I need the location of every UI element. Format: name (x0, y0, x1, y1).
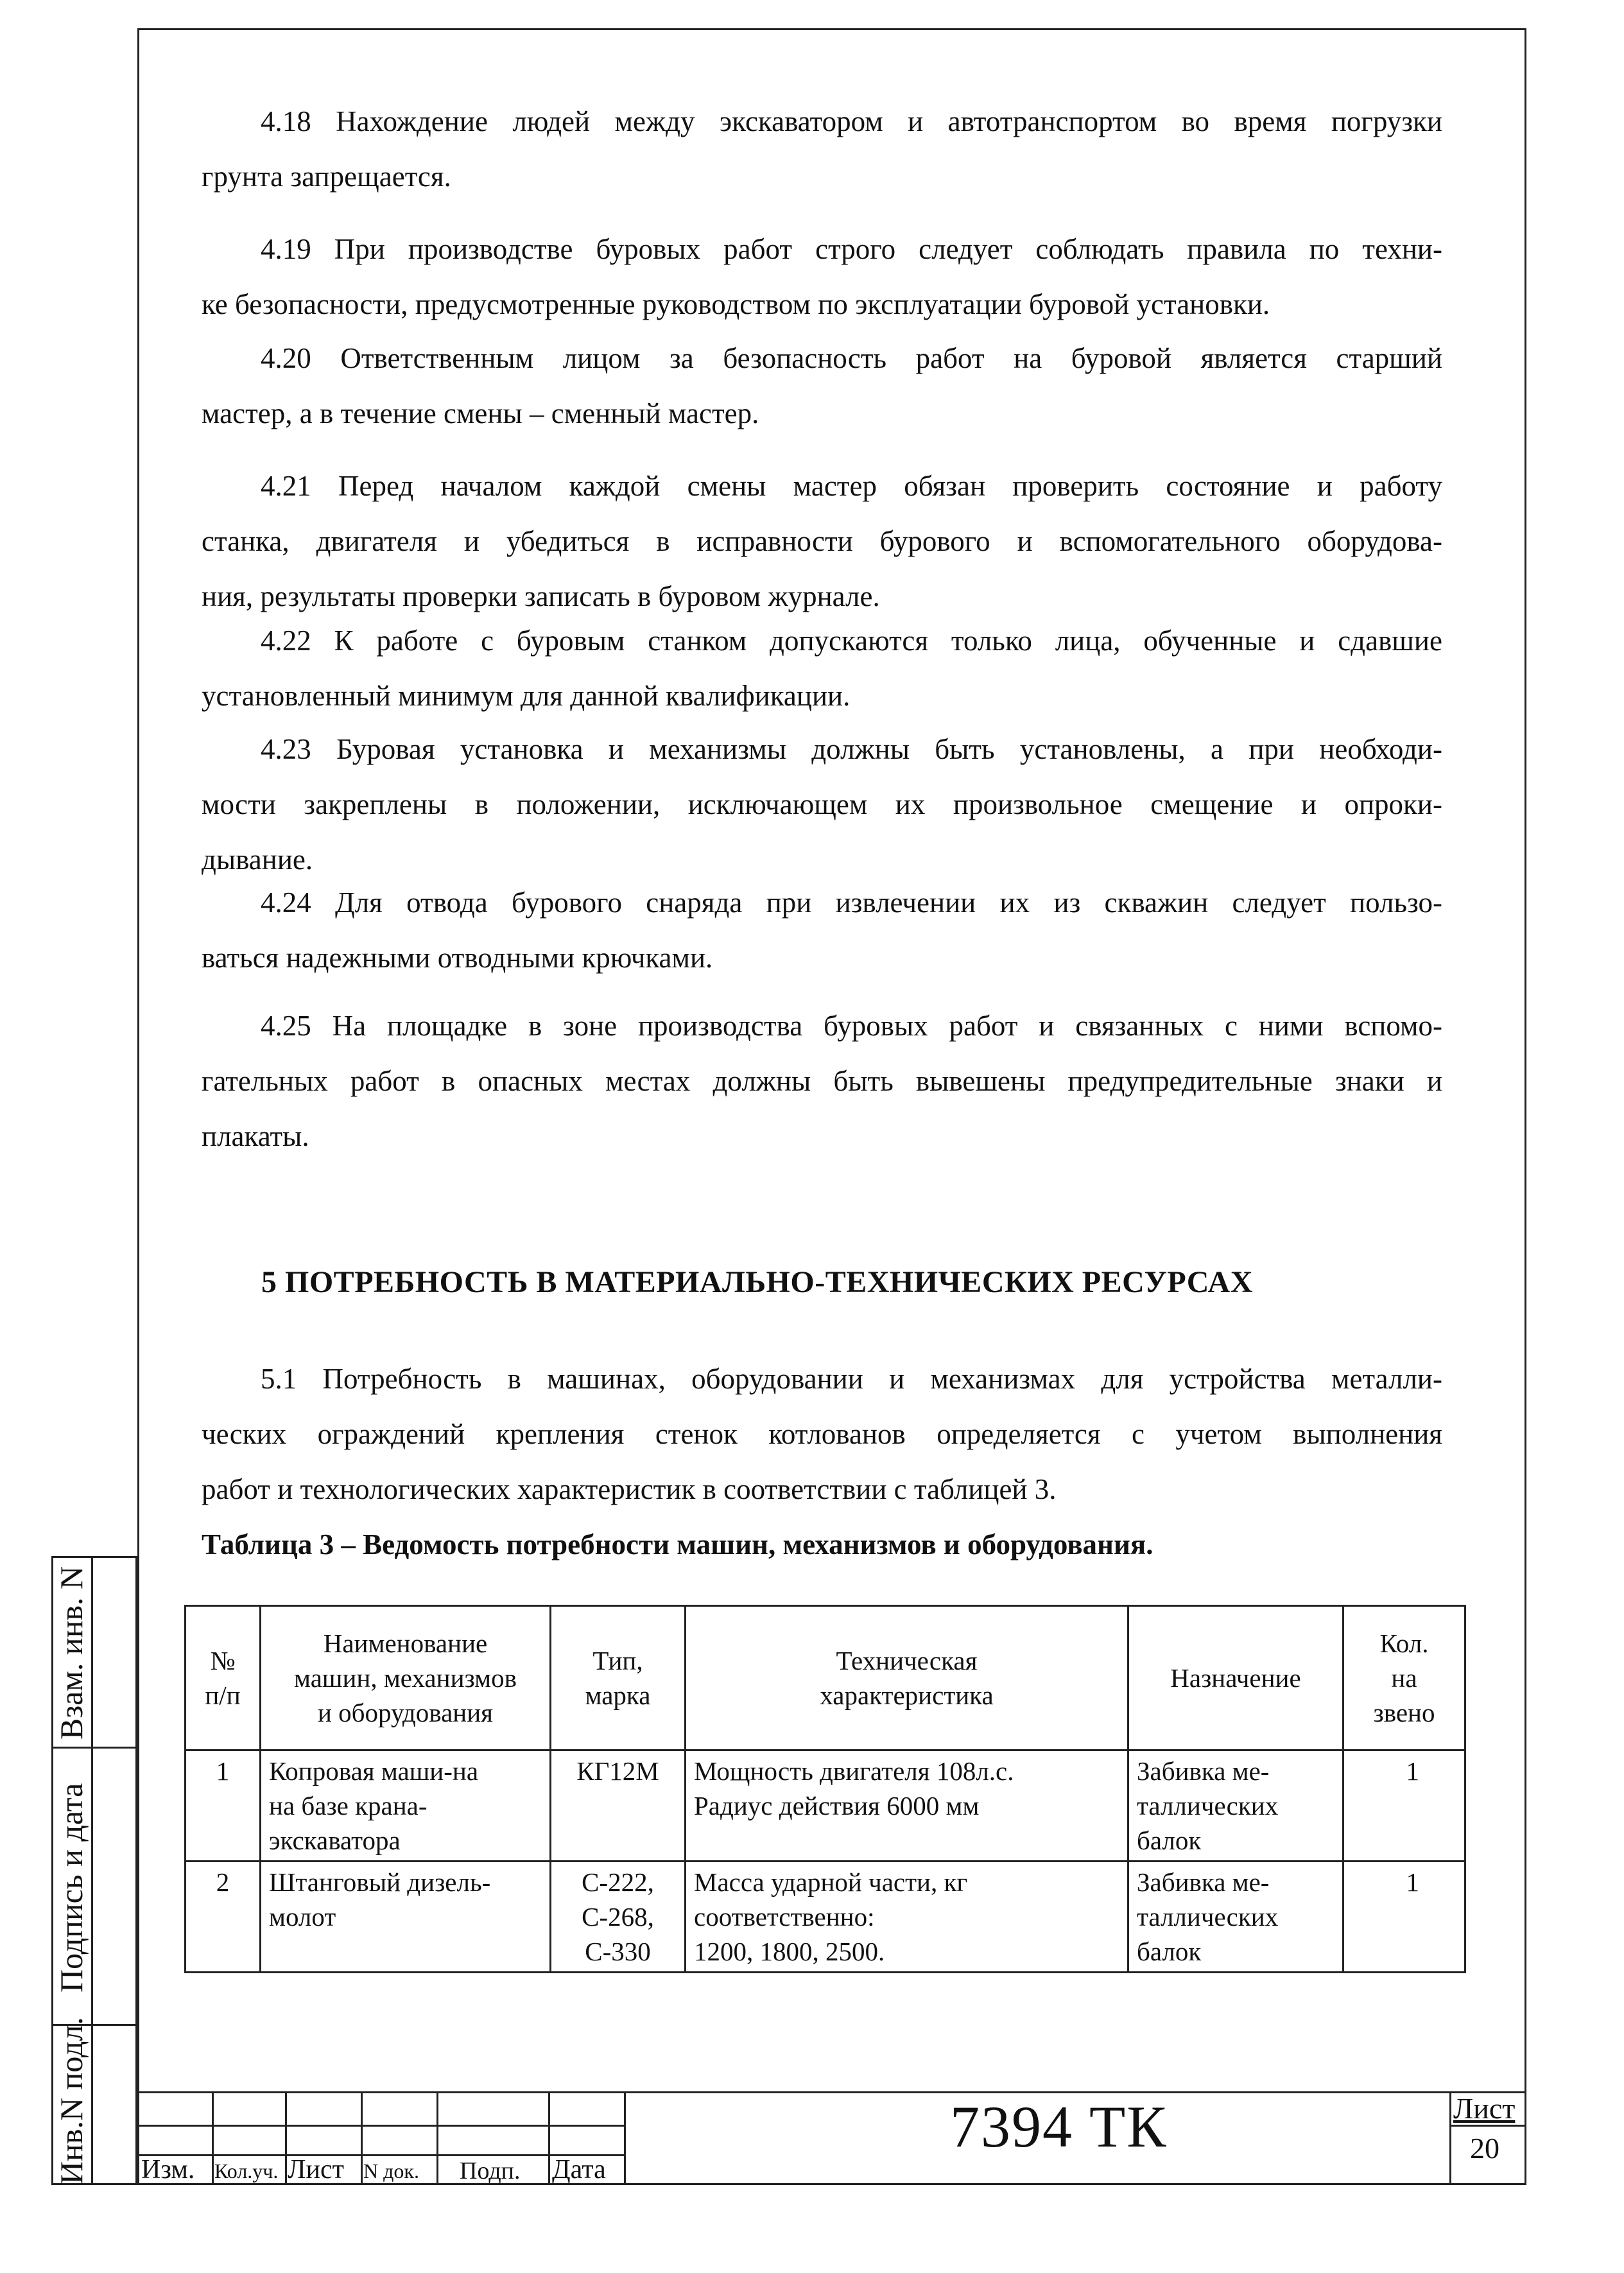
table-caption: Таблица 3 – Ведомость потребности машин, механизмов и оборудования. (202, 1528, 1153, 1560)
cell-type (551, 1862, 686, 1973)
paragraph-line: 4.25 На площадке в зоне производства буровых работ и связанных с ними вспомо- (261, 1010, 1442, 1042)
title-block-col-line (285, 2091, 287, 2185)
cell-num: 1 (186, 1750, 261, 1862)
paragraph-line: ке безопасности, предусмотренные руководством по эксплуатации буровой установки. (202, 288, 1270, 320)
sheet-number: 20 (1470, 2132, 1499, 2165)
paragraph-p424 (202, 875, 1442, 985)
cell-line: Наименование (323, 1629, 488, 1658)
cell-line: С-222, (582, 1867, 654, 1897)
cell-line: Копровая маши-на (269, 1756, 479, 1786)
paragraph-line: 4.22 К работе с буровым станком допускаются только лица, обученные и сдавшие (261, 625, 1442, 657)
tb-list-label: Лист (288, 2155, 344, 2184)
cell-line: марка (585, 1681, 651, 1710)
cell-line: на (1391, 1663, 1417, 1693)
paragraph-line: 4.23 Буровая установка и механизмы должны быть установлены, а при необходи- (261, 733, 1442, 765)
paragraph-line: ния, результаты проверки записать в буровом журнале. (202, 580, 880, 612)
paragraph-line: дывание. (202, 843, 313, 876)
cell-line: Назначение (1170, 1663, 1301, 1693)
paragraph-p422 (202, 613, 1442, 723)
cell-name (261, 1862, 551, 1973)
paragraph-p423 (202, 722, 1442, 887)
paragraph-line: установленный минимум для данной квалификации. (202, 680, 851, 712)
paragraph-line: плакаты. (202, 1120, 309, 1152)
side-label-inv: Инв.N подл. (53, 2017, 89, 2184)
table-row (186, 1862, 1465, 1973)
cell-line: балок (1137, 1937, 1202, 1966)
cell-line: таллических (1137, 1902, 1279, 1932)
document-code: 7394 ТК (950, 2094, 1168, 2159)
tb-izm-label: Изм. (141, 2155, 195, 2184)
tb-n-dok-label: N док. (363, 2159, 419, 2182)
paragraph-5-1 (202, 1351, 1442, 1517)
side-divider (91, 1556, 93, 2185)
equipment-table (184, 1605, 1466, 1973)
title-block-col-line (212, 2091, 214, 2185)
cell-purpose (1128, 1750, 1343, 1862)
title-block-row-line (137, 2125, 625, 2127)
cell-name (261, 1750, 551, 1862)
paragraph-line: ваться надежными отводными крючками. (202, 942, 713, 974)
cell-line: соответственно: (694, 1902, 875, 1932)
paragraph-p420 (202, 331, 1442, 441)
cell-num: 2 (186, 1862, 261, 1973)
cell-line: звено (1373, 1698, 1435, 1727)
paragraph-line: 4.19 При производстве буровых работ строго следует соблюдать правила по техни- (261, 233, 1442, 265)
cell-line: балок (1137, 1826, 1202, 1855)
side-label-vzam: Взам. инв. N (53, 1566, 89, 1740)
title-block-col-line (624, 2091, 626, 2185)
cell-line: Забивка ме- (1137, 1867, 1270, 1897)
cell-line: характеристика (820, 1681, 994, 1710)
sheet-label: Лист (1453, 2092, 1516, 2125)
cell-spec (686, 1862, 1128, 1973)
cell-line: п/п (205, 1681, 241, 1710)
paragraph-p425 (202, 998, 1442, 1164)
title-block-top-line (137, 2091, 1526, 2093)
cell-line: Тип, (592, 1646, 643, 1675)
cell-qty: 1 (1343, 1862, 1465, 1973)
title-block-col-line (436, 2091, 438, 2185)
paragraph-line: станка, двигателя и убедиться в исправности бурового и вспомогательного оборудова- (202, 525, 1442, 557)
paragraph-line: работ и технологических характеристик в соответствии с таблицей 3. (202, 1473, 1057, 1505)
paragraph-p418 (202, 94, 1442, 204)
title-block-col-line (1449, 2091, 1451, 2185)
title-block-col-line (361, 2091, 363, 2185)
title-block-col-line (548, 2091, 550, 2185)
paragraph-line: мости закреплены в положении, исключающем их произвольное смещение и опроки- (202, 788, 1442, 820)
cell-qty: 1 (1343, 1750, 1465, 1862)
header-type (551, 1606, 686, 1750)
paragraph-line: 4.21 Перед началом каждой смены мастер обязан проверить состояние и работу (261, 470, 1442, 502)
header-spec (686, 1606, 1128, 1750)
cell-line: молот (269, 1902, 336, 1932)
paragraph-line: грунта запрещается. (202, 160, 451, 193)
paragraph-line: ческих ограждений крепления стенок котлованов определяется с учетом выполнения (202, 1418, 1442, 1450)
cell-line: на базе крана- (269, 1791, 428, 1820)
header-purpose (1128, 1606, 1343, 1750)
cell-line: Радиус действия 6000 мм (694, 1791, 980, 1820)
header-qty (1343, 1606, 1465, 1750)
cell-purpose (1128, 1862, 1343, 1973)
tb-podp-label: Подп. (460, 2157, 521, 2184)
tb-kol-uch-label: Кол.уч. (214, 2159, 279, 2182)
paragraph-line: 4.20 Ответственным лицом за безопасность работ на буровой является старший (261, 342, 1442, 374)
cell-line: Штанговый дизель- (269, 1867, 491, 1897)
paragraph-line: 5.1 Потребность в машинах, оборудовании и механизмах для устройства металли- (261, 1363, 1442, 1395)
cell-line: Техническая (836, 1646, 978, 1675)
cell-spec (686, 1750, 1128, 1862)
paragraph-p421 (202, 458, 1442, 624)
side-label-podpis: Подпись и дата (53, 1783, 89, 1992)
paragraph-line: мастер, а в течение смены – сменный мастер. (202, 397, 759, 429)
tb-data-label: Дата (552, 2155, 606, 2184)
paragraph-line: 4.24 Для отвода бурового снаряда при извлечении их из скважин следует пользо- (261, 886, 1442, 919)
cell-line: № (210, 1646, 236, 1675)
cell-line: таллических (1137, 1791, 1279, 1820)
cell-line: 1200, 1800, 2500. (694, 1937, 885, 1966)
cell-line: Масса ударной части, кг (694, 1867, 968, 1897)
paragraph-line: гательных работ в опасных местах должны быть вывешены предупредительные знаки и (202, 1065, 1442, 1097)
table-row (186, 1750, 1465, 1862)
paragraph-p419 (202, 221, 1442, 332)
cell-line: Мощность двигателя 108л.с. (694, 1756, 1014, 1786)
cell-line: КГ12М (576, 1756, 659, 1786)
header-num (186, 1606, 261, 1750)
paragraph-line: 4.18 Нахождение людей между экскаватором и автотранспортом во время погрузки (261, 105, 1442, 137)
cell-line: Кол. (1379, 1629, 1429, 1658)
cell-line: и оборудования (317, 1698, 494, 1727)
cell-line: С-330 (585, 1937, 651, 1966)
header-name (261, 1606, 551, 1750)
cell-line: машин, механизмов (294, 1663, 517, 1693)
cell-line: С-268, (582, 1902, 654, 1932)
cell-type (551, 1750, 686, 1862)
table-header-row (186, 1606, 1465, 1750)
cell-line: экскаватора (269, 1826, 401, 1855)
section-5-heading: 5 ПОТРЕБНОСТЬ В МАТЕРИАЛЬНО-ТЕХНИЧЕСКИХ РЕСУРСАХ (261, 1265, 1253, 1299)
cell-line: Забивка ме- (1137, 1756, 1270, 1786)
